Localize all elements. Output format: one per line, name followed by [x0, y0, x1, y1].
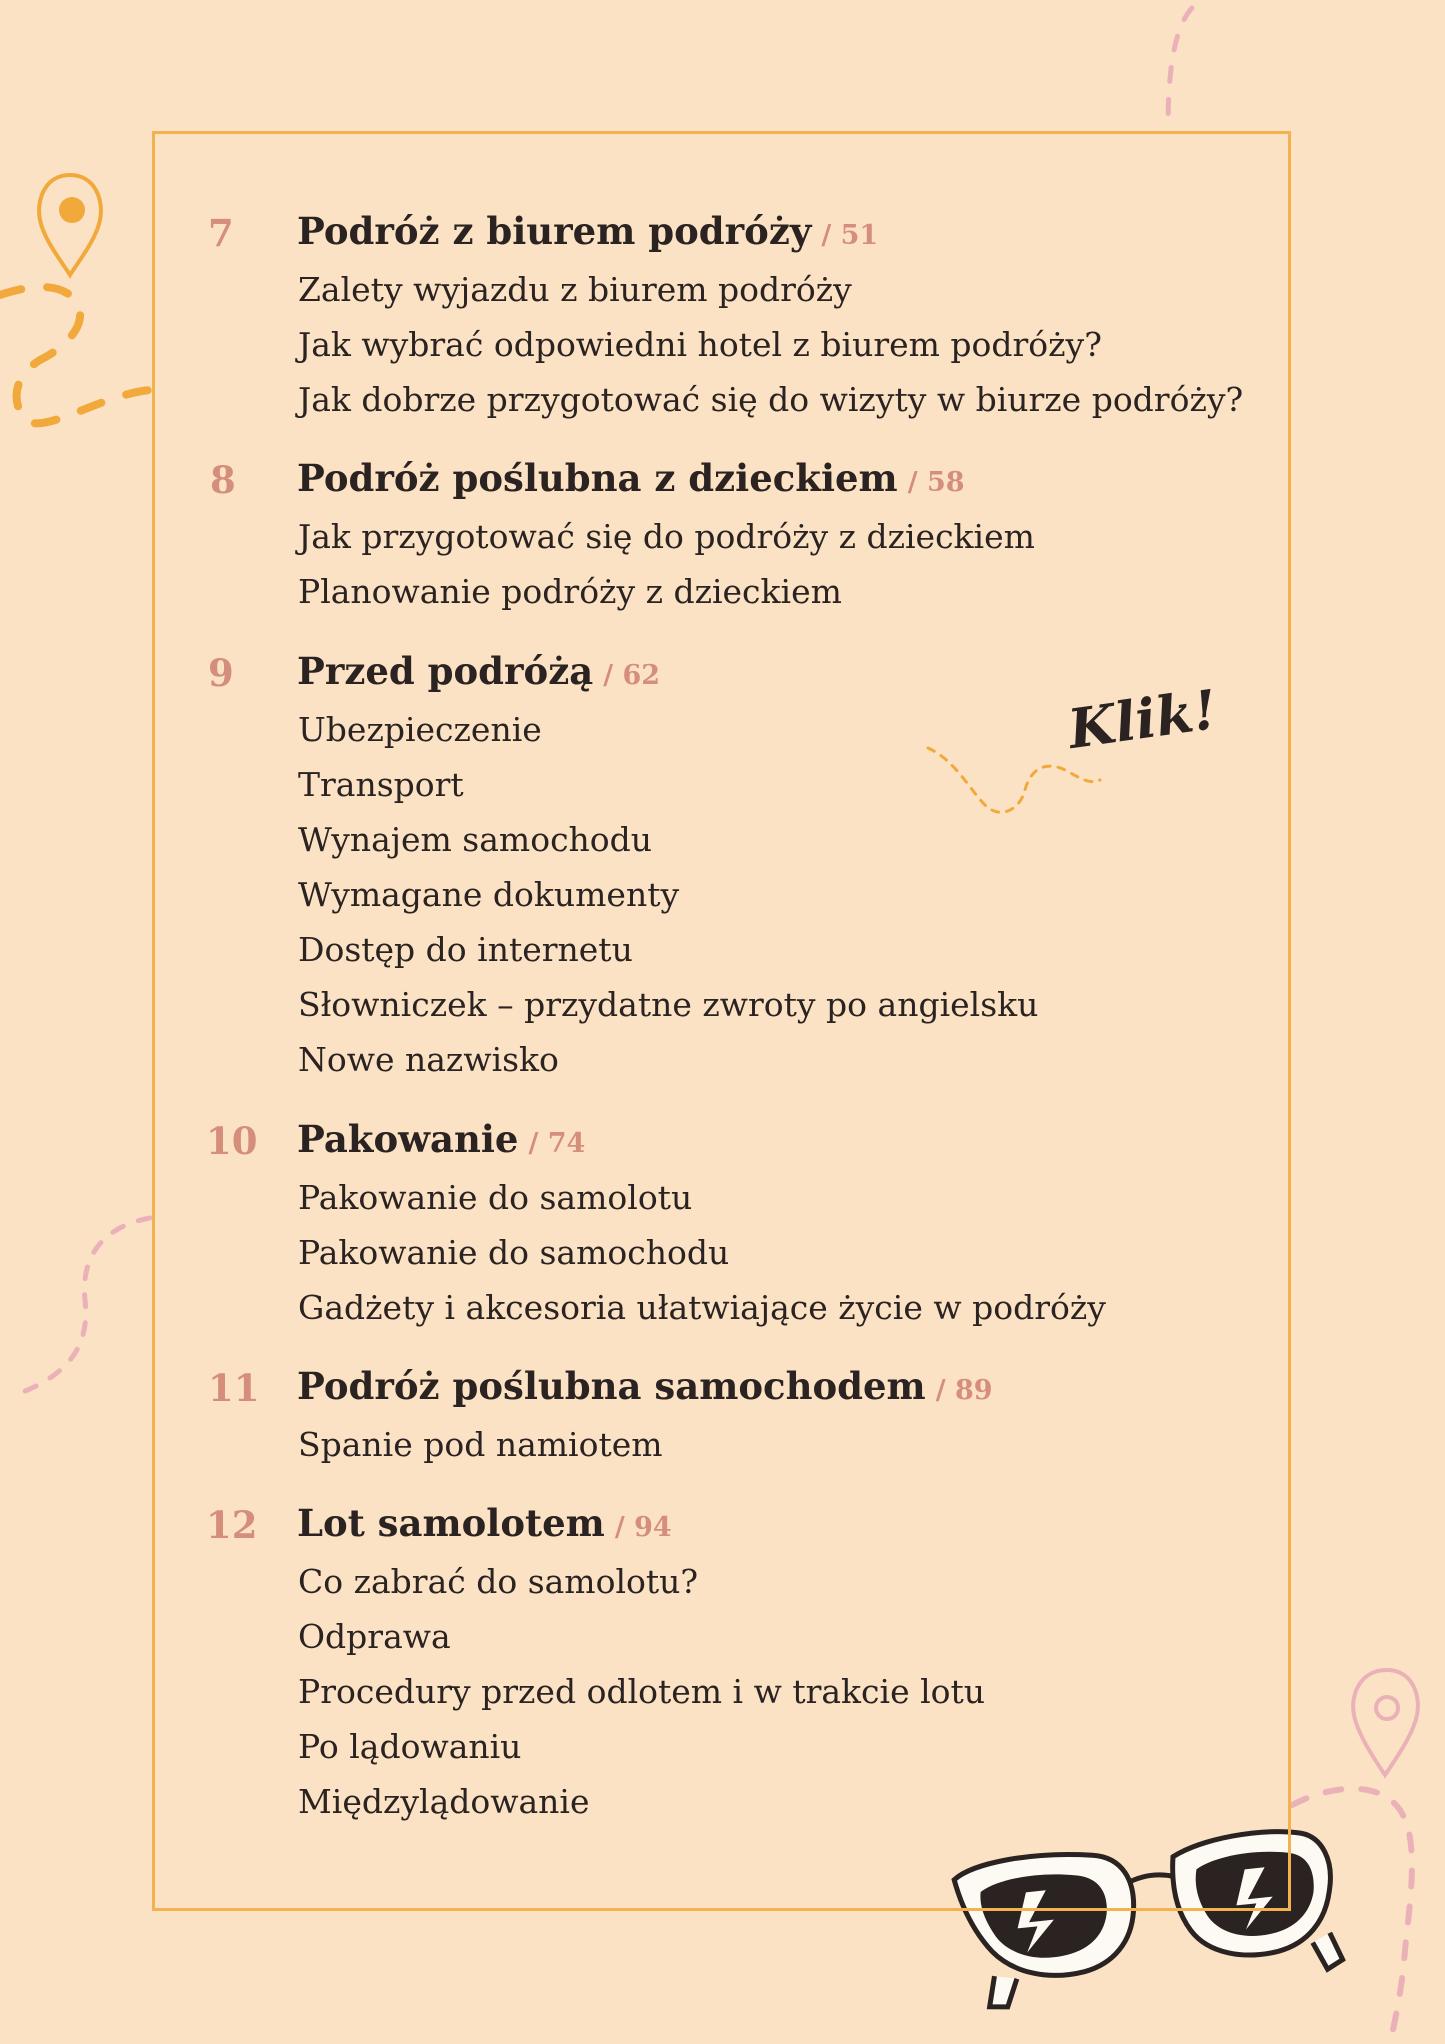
toc-subitem[interactable]: Gadżety i akcesoria ułatwiające życie w podróży [298, 1288, 1106, 1327]
toc-subitem[interactable]: Międzylądowanie [298, 1782, 590, 1821]
toc-subitem[interactable]: Słowniczek – przydatne zwroty po angielsku [298, 985, 1039, 1024]
klik-annotation: Klik! [1064, 676, 1221, 762]
section-number: 12 [206, 1503, 258, 1547]
section-title[interactable] [297, 209, 879, 253]
toc-subitem[interactable]: Po lądowaniu [298, 1727, 522, 1766]
section-page-number: / 62 [603, 660, 661, 691]
section-number: 8 [210, 458, 236, 502]
section-title-text: Przed podróżą [297, 649, 594, 693]
section-title-text: Lot samolotem [297, 1501, 605, 1545]
toc-subitem[interactable]: Jak wybrać odpowiedni hotel z biurem podróży? [298, 325, 1102, 364]
section-page-number: / 94 [614, 1512, 672, 1543]
section-number: 9 [208, 651, 234, 695]
section-title-text: Podróż poślubna samochodem [297, 1364, 926, 1408]
section-title-text: Pakowanie [297, 1117, 519, 1161]
toc-subitem[interactable]: Planowanie podróży z dzieckiem [298, 572, 842, 611]
toc-subitem[interactable]: Pakowanie do samolotu [298, 1178, 693, 1217]
toc-subitem[interactable]: Dostęp do internetu [298, 930, 633, 969]
toc-subitem[interactable]: Nowe nazwisko [298, 1040, 559, 1079]
section-title[interactable] [297, 649, 661, 693]
section-number: 7 [208, 211, 234, 255]
toc-subitem[interactable]: Spanie pod namiotem [298, 1425, 663, 1464]
toc-subitem[interactable]: Ubezpieczenie [298, 710, 542, 749]
toc-subitem[interactable]: Wynajem samochodu [298, 820, 653, 859]
toc-subitem[interactable]: Jak dobrze przygotować się do wizyty w biurze podróży? [298, 380, 1244, 419]
toc-subitem[interactable]: Transport [298, 765, 464, 804]
section-title[interactable] [297, 1117, 586, 1161]
section-title[interactable] [297, 1501, 672, 1545]
section-page-number: / 89 [935, 1375, 993, 1406]
section-number: 10 [206, 1119, 258, 1163]
toc-subitem[interactable]: Procedury przed odlotem i w trakcie lotu [298, 1672, 986, 1711]
section-title[interactable] [297, 456, 965, 500]
section-title-text: Podróż poślubna z dzieckiem [297, 456, 898, 500]
section-page-number: / 74 [528, 1128, 586, 1159]
toc-subitem[interactable]: Co zabrać do samolotu? [298, 1562, 699, 1601]
toc-subitem[interactable]: Wymagane dokumenty [298, 875, 680, 914]
section-number: 11 [208, 1366, 260, 1410]
toc-subitem[interactable]: Jak przygotować się do podróży z dzieckiem [298, 517, 1035, 556]
section-page-number: / 51 [821, 220, 879, 251]
toc-subitem[interactable]: Zalety wyjazdu z biurem podróży [298, 270, 852, 309]
section-title[interactable] [297, 1364, 993, 1408]
toc-subitem[interactable]: Pakowanie do samochodu [298, 1233, 730, 1272]
section-title-text: Podróż z biurem podróży [297, 209, 812, 253]
toc-subitem[interactable]: Odprawa [298, 1617, 451, 1656]
section-page-number: / 58 [907, 467, 965, 498]
